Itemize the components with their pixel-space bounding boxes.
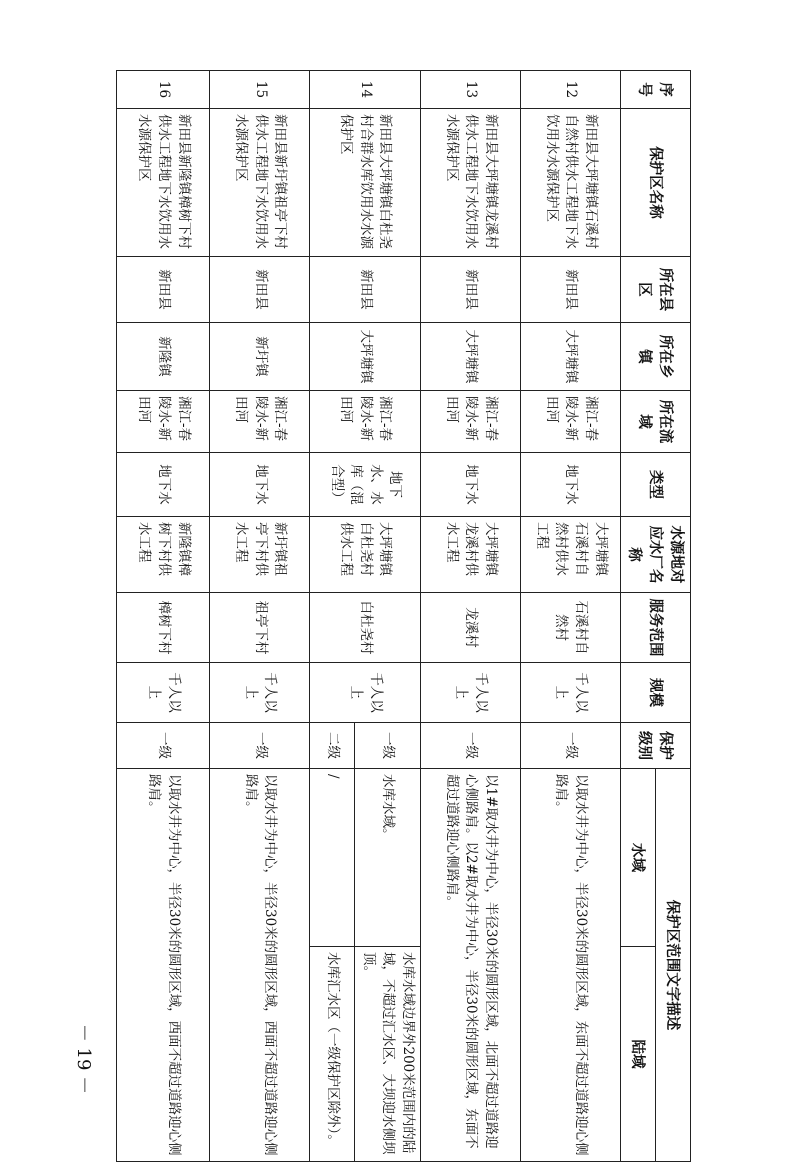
- cell-land: 水库水域边界外200米范围内的陆域，不超过汇水区、大坝迎水侧坝顶。: [355, 947, 421, 1162]
- header-scale: 规模: [620, 663, 690, 723]
- cell-type: 地下水: [117, 453, 210, 517]
- cell-type: 地下水、水库（混合型）: [310, 453, 421, 517]
- cell-town: 大坪塘镇: [420, 323, 520, 391]
- cell-scale: 千人以上: [117, 663, 210, 723]
- header-name: 保护区名称: [620, 109, 690, 257]
- cell-seq: 12: [520, 71, 620, 109]
- cell-plant: 新圩镇祖亭下村供水工程: [210, 517, 310, 593]
- cell-name: 新田县大坪塘镇龙溪村供水工程地下水饮用水水源保护区: [420, 109, 520, 257]
- cell-level: 一级: [355, 723, 421, 769]
- protection-zone-table: [116, 70, 691, 1162]
- cell-basin: 湘江-春陵水-新田河: [210, 391, 310, 453]
- cell-plant: 大坪塘镇石溪村自然村供水工程: [520, 517, 620, 593]
- cell-town: 大坪塘镇: [520, 323, 620, 391]
- cell-level: 一级: [210, 723, 310, 769]
- cell-plant: 新隆镇樟树下村供水工程: [117, 517, 210, 593]
- cell-level: 一级: [117, 723, 210, 769]
- cell-level: 二级: [310, 723, 355, 769]
- cell-county: 新田县: [210, 257, 310, 323]
- cell-level: 一级: [520, 723, 620, 769]
- header-county: 所在县区: [620, 257, 690, 323]
- cell-name: 新田县新隆镇樟树下村供水工程地下水饮用水水源保护区: [117, 109, 210, 257]
- cell-service: 祖亭下村: [210, 593, 310, 663]
- header-level: 保护级别: [620, 723, 690, 769]
- cell-seq: 15: [210, 71, 310, 109]
- cell-basin: 湘江-春陵水-新田河: [310, 391, 421, 453]
- rotated-table-sheet: [130, 70, 691, 1156]
- table-row: [520, 71, 620, 1162]
- cell-county: 新田县: [117, 257, 210, 323]
- cell-type: 地下水: [210, 453, 310, 517]
- cell-county: 新田县: [310, 257, 421, 323]
- cell-seq: 13: [420, 71, 520, 109]
- cell-water: /: [310, 769, 355, 947]
- cell-basin: 湘江-春陵水-新田河: [420, 391, 520, 453]
- table-rotator: [130, 70, 691, 1156]
- cell-service: 白杜尧村: [310, 593, 421, 663]
- cell-plant: 大坪塘镇白杜尧村供水工程: [310, 517, 421, 593]
- cell-plant: 大坪塘镇龙溪村供水工程: [420, 517, 520, 593]
- header-land: 陆域: [620, 947, 655, 1162]
- cell-service: 樟树下村: [117, 593, 210, 663]
- page-number: － 19 －: [73, 1023, 94, 1095]
- header-service: 服务范围: [620, 593, 690, 663]
- table-row: [210, 71, 310, 1162]
- cell-name: 新田县新圩镇祖亭下村供水工程地下水饮用水水源保护区: [210, 109, 310, 257]
- cell-water: 水库水域。: [355, 769, 421, 947]
- header-water: 水域: [620, 769, 655, 947]
- header-row-1: [655, 71, 690, 1162]
- cell-water: 以1#取水井为中心，半径30米的圆形区域，北面不超过道路迎心侧路肩。以2#取水井为中心，半径30米的圆形区域，东面不超过道路迎心侧路肩。: [420, 769, 520, 1162]
- cell-water: 以取水井为中心，半径30米的圆形区域，西面不超过道路迎心侧路肩。: [210, 769, 310, 1162]
- cell-level: 一级: [420, 723, 520, 769]
- cell-seq: 14: [310, 71, 421, 109]
- header-desc: 保护区范围文字描述: [655, 769, 690, 1162]
- cell-water: 以取水井为中心，半径30米的圆形区域，东面不超过道路迎心侧路肩。: [520, 769, 620, 1162]
- header-basin: 所在流域: [620, 391, 690, 453]
- header-plant: 水源地对应水厂名称: [620, 517, 690, 593]
- cell-town: 新隆镇: [117, 323, 210, 391]
- header-type: 类型: [620, 453, 690, 517]
- cell-county: 新田县: [520, 257, 620, 323]
- header-seq: 序号: [620, 71, 690, 109]
- cell-type: 地下水: [420, 453, 520, 517]
- cell-seq: 16: [117, 71, 210, 109]
- header-town: 所在乡镇: [620, 323, 690, 391]
- cell-county: 新田县: [420, 257, 520, 323]
- page-number-wrapper: [58, 1004, 118, 1114]
- cell-service: 龙溪村: [420, 593, 520, 663]
- cell-service: 石溪村自然村: [520, 593, 620, 663]
- table-row: [420, 71, 520, 1162]
- cell-scale: 千人以上: [310, 663, 421, 723]
- table-row: [355, 71, 421, 1162]
- cell-town: 大坪塘镇: [310, 323, 421, 391]
- cell-type: 地下水: [520, 453, 620, 517]
- table-row: [117, 71, 210, 1162]
- cell-scale: 千人以上: [520, 663, 620, 723]
- cell-name: 新田县大坪塘镇石溪村自然村供水工程地下水饮用水水源保护区: [520, 109, 620, 257]
- cell-scale: 千人以上: [210, 663, 310, 723]
- cell-basin: 湘江-春陵水-新田河: [520, 391, 620, 453]
- cell-name: 新田县大坪塘镇白杜尧村合群水库饮用水水源保护区: [310, 109, 421, 257]
- cell-water: 以取水井为中心，半径30米的圆形区域，西面不超过道路迎心侧路肩。: [117, 769, 210, 1162]
- cell-basin: 湘江-春陵水-新田河: [117, 391, 210, 453]
- cell-scale: 千人以上: [420, 663, 520, 723]
- cell-town: 新圩镇: [210, 323, 310, 391]
- cell-land: 水库汇水区（一级保护区除外）。: [310, 947, 355, 1162]
